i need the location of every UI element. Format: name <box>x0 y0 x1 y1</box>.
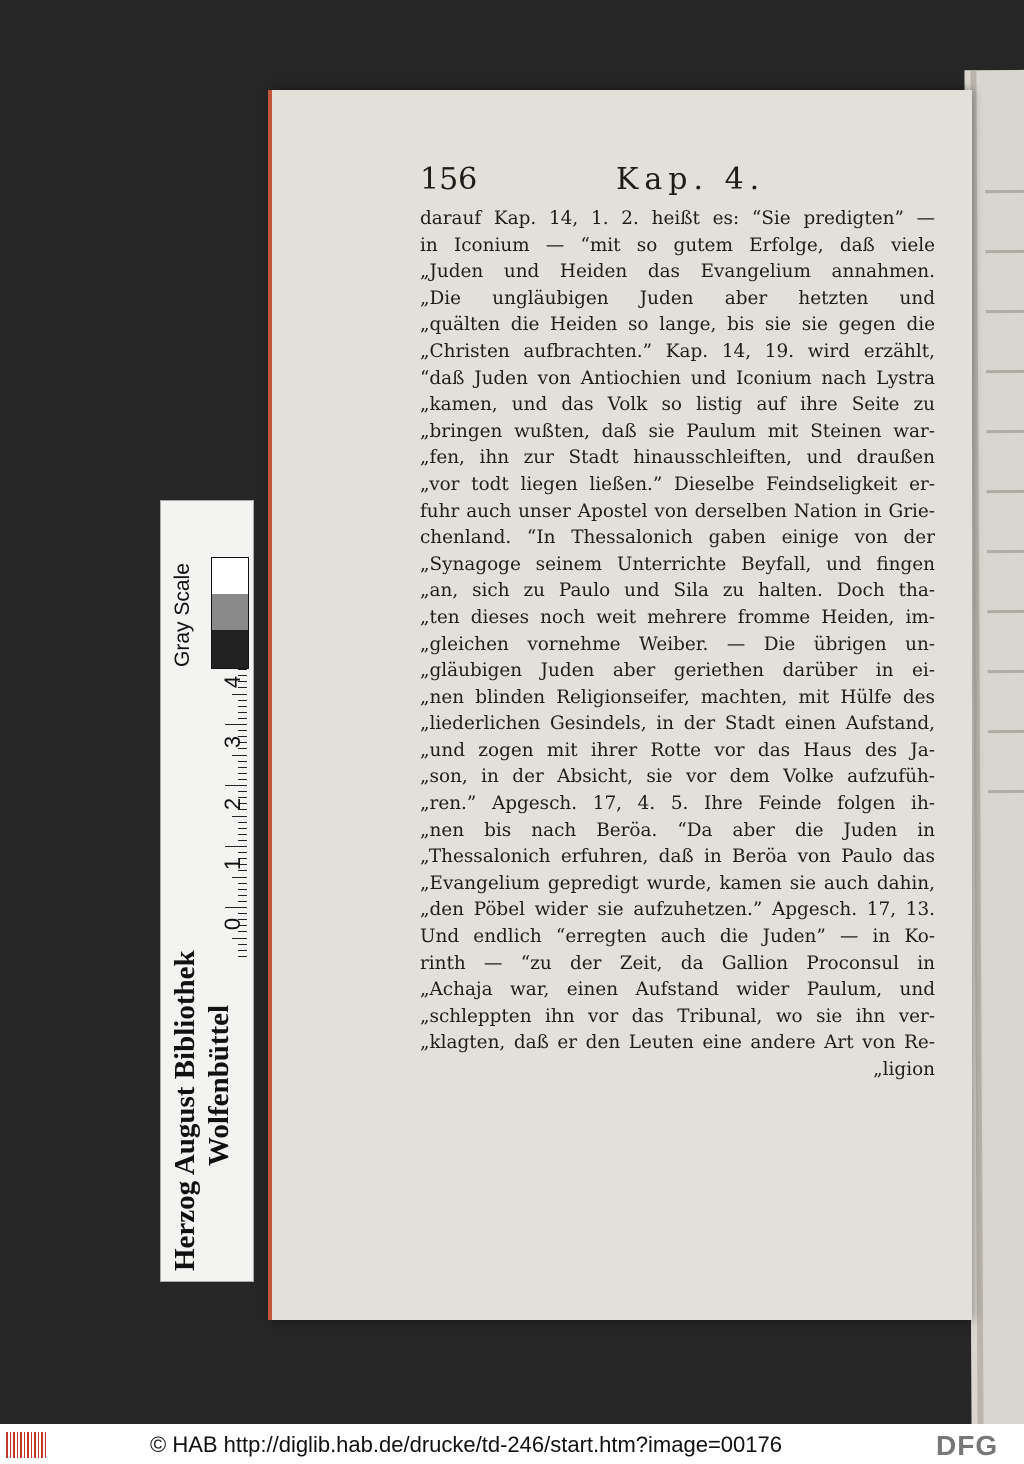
ruler-tick <box>232 694 247 695</box>
text-line: „fen, ihn zur Stadt hinausschleiften, und draußen <box>420 447 935 469</box>
institution-city: Wolfenbüttel <box>203 1004 235 1166</box>
text-line: „Christen aufbrachten.” Kap. 14, 19. wird erzählt, <box>420 340 935 362</box>
adjacent-page-bleed <box>985 190 1024 193</box>
ruler-tick <box>238 889 247 890</box>
text-line: „klagten, daß er den Leuten eine andere Art von Re- <box>420 1032 935 1054</box>
ruler-tick <box>238 669 247 670</box>
scale-ruler <box>160 500 254 1282</box>
book-page <box>272 90 972 1320</box>
text-line: Und endlich “erregten auch die Juden” — in Ko- <box>420 926 935 948</box>
adjacent-page-bleed <box>988 670 1024 673</box>
institution-name: Herzog August Bibliothek <box>169 950 201 1271</box>
text-line: „nen blinden Religionseifer, machten, mit Hülfe des <box>420 686 935 708</box>
adjacent-page-bleed <box>986 430 1024 433</box>
text-line: „gleichen vornehme Weiber. — Die übrigen un- <box>420 633 935 655</box>
text-line: „nen bis nach Beröa. “Da aber die Juden in <box>420 819 935 841</box>
gray-scale-label: Gray Scale <box>171 563 194 667</box>
adjacent-page-edge <box>970 70 983 1424</box>
gray-swatch-white <box>212 558 248 594</box>
ruler-tick <box>225 907 247 908</box>
text-line: „Evangelium gepredigt wurde, kamen sie auch dahin, <box>420 872 935 894</box>
viewer-footer <box>0 1424 1024 1464</box>
ruler-tick <box>238 700 247 701</box>
adjacent-page-bleed <box>987 490 1024 493</box>
ruler-tick <box>225 846 247 847</box>
ruler-tick <box>238 913 247 914</box>
running-header <box>420 162 920 202</box>
text-line: „an, sich zu Paulo und Sila zu halten. Doch tha- <box>420 580 935 602</box>
ruler-tick <box>238 767 247 768</box>
ruler-tick <box>238 870 247 871</box>
adjacent-page-bleed <box>986 310 1024 313</box>
adjacent-page-bleed <box>986 370 1024 373</box>
text-line: „Achaja war, einen Aufstand wider Paulum, und <box>420 979 935 1001</box>
chapter-heading: Kap. 4. <box>616 162 766 197</box>
ruler-tick <box>238 895 247 896</box>
text-line: „schleppten ihn vor das Tribunal, wo sie ihn ver- <box>420 1005 935 1027</box>
text-line: „ten dieses noch weit mehrere fromme Heiden, im- <box>420 606 935 628</box>
ruler-tick <box>238 828 247 829</box>
text-line: „Die ungläubigen Juden aber hetzten und <box>420 287 935 309</box>
ruler-number: 2 <box>220 797 246 811</box>
text-line: „und zogen mit ihrer Rotte vor das Haus des Ja- <box>420 739 935 761</box>
text-line: „son, in der Absicht, sie vor dem Volke aufzufüh- <box>420 766 935 788</box>
text-line: „Synagoge seinem Unterrichte Beyfall, und fingen <box>420 553 935 575</box>
ruler-tick <box>225 663 247 664</box>
text-line: „vor todt liegen ließen.” Dieselbe Feindseligkeit er- <box>420 473 935 495</box>
ruler-number: 0 <box>220 917 246 931</box>
text-line: „den Pöbel wider sie aufzuhetzen.” Apgesch. 17, 13. <box>420 899 935 921</box>
text-line: chenland. “In Thessalonich gaben einige von der <box>420 527 935 549</box>
ruler-tick <box>238 950 247 951</box>
ruler-tick <box>238 706 247 707</box>
ruler-number: 4 <box>220 675 246 689</box>
ruler-number: 3 <box>220 735 246 749</box>
ruler-tick <box>232 938 247 939</box>
adjacent-page-bleed <box>988 730 1024 733</box>
page-body-text <box>420 206 935 1084</box>
ruler-tick <box>225 724 247 725</box>
adjacent-page-bleed <box>987 550 1024 553</box>
text-line: rinth — “zu der Zeit, da Gallion Proconsul in <box>420 952 935 974</box>
adjacent-page-bleed <box>987 610 1024 613</box>
ruler-tick <box>238 834 247 835</box>
ruler-tick <box>238 852 247 853</box>
adjacent-page-bleed <box>988 790 1024 793</box>
ruler-tick <box>238 761 247 762</box>
ruler-tick <box>238 779 247 780</box>
ruler-tick <box>238 712 247 713</box>
ruler-tick <box>225 785 247 786</box>
barcode-icon <box>6 1432 46 1458</box>
text-line: „bringen wußten, daß sie Paulum mit Steinen war- <box>420 420 935 442</box>
ruler-tick <box>232 877 247 878</box>
ruler-tick <box>238 883 247 884</box>
ruler-tick <box>238 730 247 731</box>
adjacent-page <box>964 70 1024 1424</box>
text-line: „kamen, und das Volk so listig auf ihre Seite zu <box>420 394 935 416</box>
page-number: 156 <box>420 162 478 197</box>
ruler-tick <box>238 773 247 774</box>
text-line: „liederlichen Gesindels, in der Stadt einen Aufstand, <box>420 713 935 735</box>
text-line: „Thessalonich erfuhren, daß in Beröa von Paulo das <box>420 846 935 868</box>
adjacent-page-bleed <box>985 250 1024 253</box>
text-line: darauf Kap. 14, 1. 2. heißt es: “Sie predigten” — <box>420 208 935 229</box>
gray-swatch-mid <box>212 594 248 630</box>
gray-scale-swatch <box>211 557 249 669</box>
ruler-tick <box>238 956 247 957</box>
ruler-tick <box>238 822 247 823</box>
text-line: “daß Juden von Antiochien und Iconium nach Lystra <box>420 367 935 389</box>
text-line: „quälten die Heiden so lange, bis sie sie gegen die <box>420 314 935 336</box>
text-line: in Iconium — “mit so gutem Erfolge, daß viele <box>420 234 935 256</box>
catchword: „ligion <box>873 1059 935 1080</box>
dfg-logo: DFG <box>936 1430 999 1461</box>
text-line: fuhr auch unser Apostel von derselben Nation in Grie- <box>420 500 935 522</box>
copyright-url[interactable]: © HAB http://diglib.hab.de/drucke/td-246/start.htm?image=00176 <box>150 1432 782 1457</box>
ruler-tick <box>238 748 247 749</box>
ruler-tick <box>238 840 247 841</box>
ruler-tick <box>238 944 247 945</box>
ruler-tick <box>238 931 247 932</box>
ruler-tick <box>232 755 247 756</box>
text-line: „ren.” Apgesch. 17, 4. 5. Ihre Feinde folgen ih- <box>420 793 935 815</box>
ruler-tick <box>232 816 247 817</box>
ruler-tick <box>238 718 247 719</box>
text-line: „Juden und Heiden das Evangelium annahmen. <box>420 261 935 283</box>
ruler-tick <box>238 901 247 902</box>
text-line: „gläubigen Juden aber geriethen darüber in ei- <box>420 660 935 682</box>
ruler-tick <box>238 791 247 792</box>
ruler-number: 1 <box>220 857 246 871</box>
